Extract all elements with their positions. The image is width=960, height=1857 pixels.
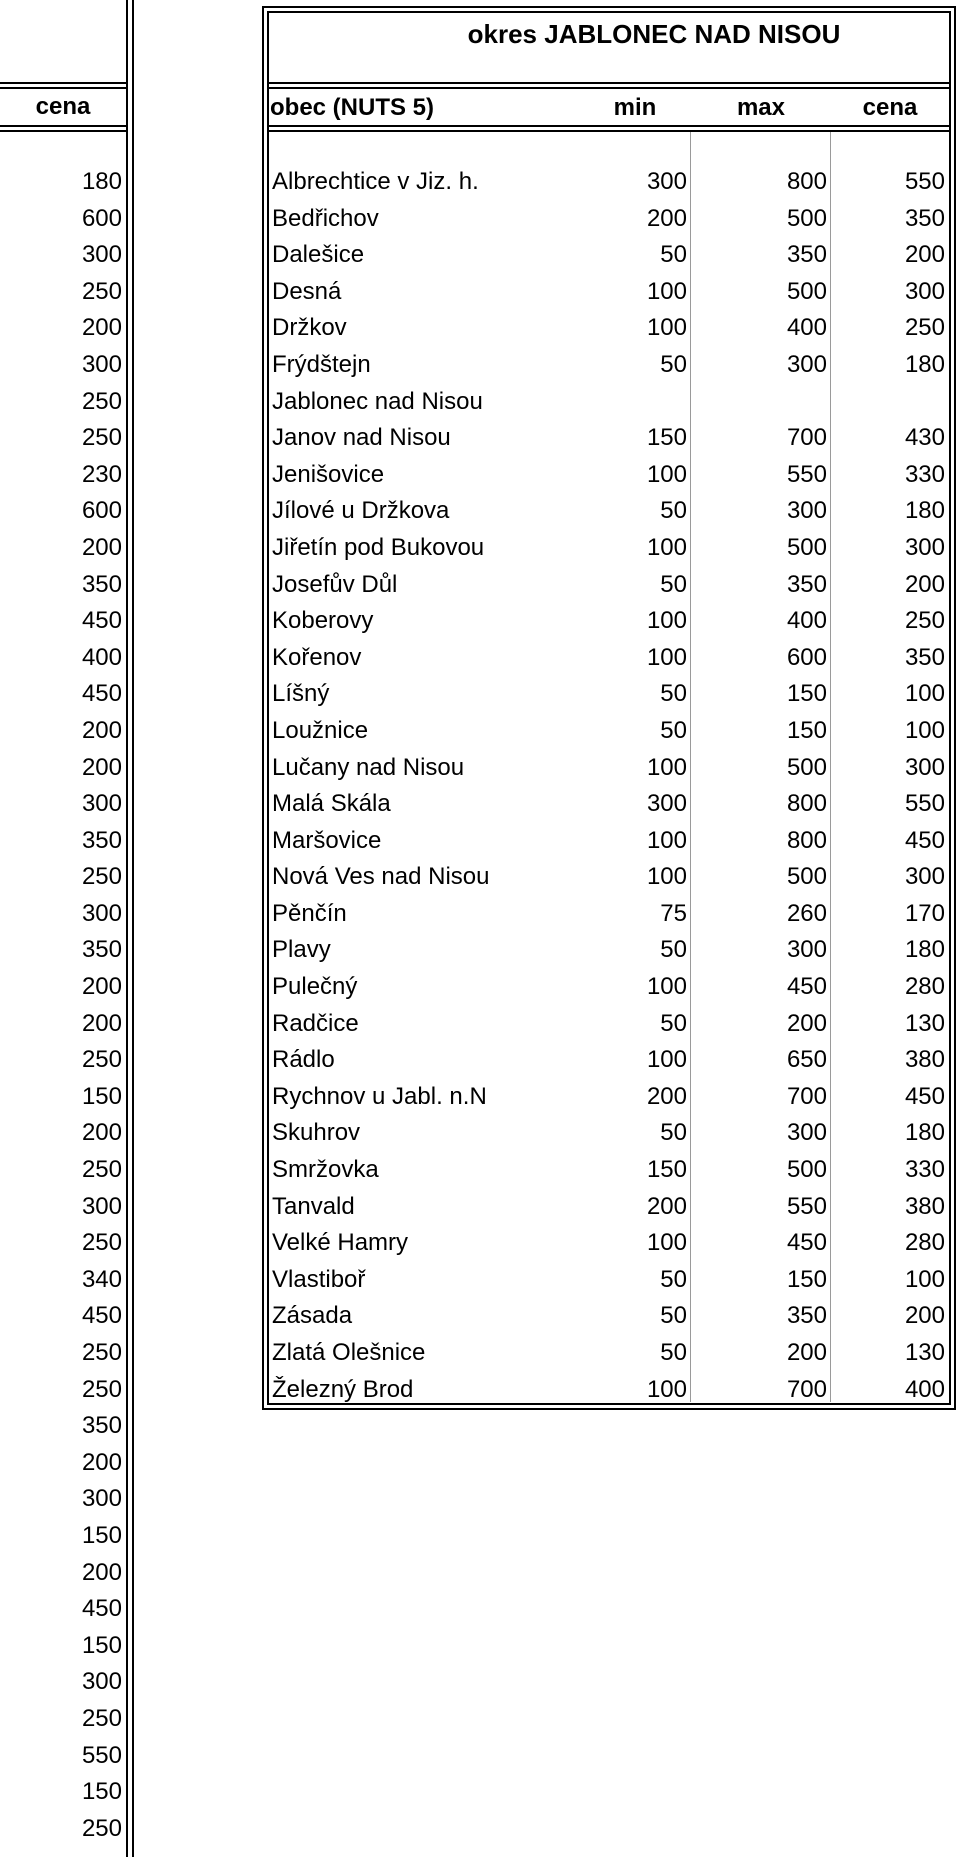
max-cell: 800 [786,826,827,854]
left-value-cell: 200 [81,1558,122,1586]
table-row [269,274,949,311]
min-cell: 200 [646,204,687,232]
min-cell: 50 [660,350,687,378]
max-cell: 700 [786,424,827,452]
max-cell: 350 [786,1302,827,1330]
table-row [269,603,949,640]
min-cell: 100 [646,533,687,561]
cena-cell: 280 [904,973,945,1001]
max-cell: 400 [786,314,827,342]
max-cell: 300 [786,350,827,378]
cena-cell: 100 [904,1265,945,1293]
min-cell: 100 [646,314,687,342]
max-cell: 500 [786,533,827,561]
obec-cell: Janov nad Nisou [272,424,451,452]
max-cell: 500 [786,863,827,891]
table-row [269,201,949,238]
obec-cell: Držkov [272,314,347,342]
min-cell: 300 [646,168,687,195]
obec-cell: Zlatá Olešnice [272,1339,426,1366]
cena-cell: 300 [904,277,945,305]
left-value-cell: 250 [81,1375,122,1403]
obec-cell: Jiřetín pod Bukovou [272,533,485,561]
obec-cell: Koberovy [272,607,374,635]
obec-cell: Jílové u Držkova [272,497,450,525]
max-cell: 150 [786,716,827,744]
table-row [269,640,949,677]
max-cell: 300 [786,1119,827,1147]
left-value-cell: 600 [81,497,122,525]
table-row [269,1189,949,1226]
cena-cell: 200 [904,1302,945,1330]
column-header-min: min [613,94,657,121]
obec-cell: Smržovka [272,1156,379,1184]
min-cell: 50 [660,1302,687,1330]
left-value-cell: 300 [81,790,122,818]
cena-cell: 180 [904,350,945,378]
obec-cell: Skuhrov [272,1119,361,1147]
max-cell: 550 [786,460,827,488]
cena-cell: 430 [904,424,945,452]
left-value-cell: 350 [81,1412,122,1440]
left-value-cell: 300 [81,241,122,269]
cena-cell: 100 [904,680,945,708]
min-cell: 75 [660,899,687,927]
cena-cell: 550 [904,168,945,195]
table-row [269,420,949,457]
left-value-cell: 250 [81,1046,122,1074]
table-row [269,1042,949,1079]
divider [126,0,128,1857]
left-value-cell: 300 [81,1485,122,1513]
obec-cell: Líšný [272,680,330,708]
max-cell: 600 [786,643,827,671]
obec-cell: Radčice [272,1009,359,1037]
max-cell: 550 [786,1192,827,1220]
max-cell: 650 [786,1046,827,1074]
obec-cell: Dalešice [272,241,365,269]
obec-cell: Malá Skála [272,790,391,818]
divider [0,125,128,127]
max-cell: 500 [786,753,827,781]
left-value-cell: 200 [81,533,122,561]
cena-cell: 300 [904,533,945,561]
cena-cell: 250 [904,314,945,342]
cena-cell: 330 [904,460,945,488]
cena-cell: 400 [904,1375,945,1403]
cena-cell: 300 [904,753,945,781]
left-value-cell: 180 [81,168,122,195]
left-value-cell: 600 [81,204,122,232]
left-value-cell: 250 [81,863,122,891]
obec-cell: Desná [272,277,342,305]
min-cell: 200 [646,1192,687,1220]
left-value-cell: 350 [81,826,122,854]
min-cell: 300 [646,790,687,818]
min-cell: 50 [660,1119,687,1147]
min-cell: 50 [660,1265,687,1293]
max-cell: 450 [786,1229,827,1257]
max-cell: 150 [786,680,827,708]
table-row [269,896,949,933]
table-row [269,1372,949,1409]
left-value-cell: 250 [81,387,122,415]
table-row [269,237,949,274]
column-header-obec: obec (NUTS 5) [270,94,435,121]
divider [0,82,128,84]
cena-cell: 170 [904,899,945,927]
min-cell: 50 [660,680,687,708]
cena-cell: 100 [904,716,945,744]
obec-cell: Pulečný [272,973,358,1001]
divider [269,82,949,84]
obec-cell: Kořenov [272,643,362,671]
table-row [269,347,949,384]
cena-cell: 180 [904,936,945,964]
left-value-cell: 200 [81,716,122,744]
max-cell: 350 [786,570,827,598]
obec-cell: Josefův Důl [272,570,398,598]
left-value-cell: 350 [81,936,122,964]
min-cell: 100 [646,863,687,891]
max-cell: 350 [786,241,827,269]
divider [0,130,128,132]
table-row [269,1006,949,1043]
table-row [269,384,949,421]
obec-cell: Loužnice [272,716,369,744]
cena-cell: 130 [904,1339,945,1366]
table-body [269,164,949,1408]
table-row [269,1298,949,1335]
left-value-cell: 340 [81,1265,122,1293]
cena-cell: 330 [904,1156,945,1184]
cena-cell: 450 [904,826,945,854]
left-value-cell: 250 [81,424,122,452]
left-value-cell: 450 [81,680,122,708]
cena-cell: 280 [904,1229,945,1257]
obec-cell: Jablonec nad Nisou [272,387,483,415]
cena-cell: 350 [904,204,945,232]
cena-cell: 200 [904,241,945,269]
max-cell: 700 [786,1082,827,1110]
table-row [269,164,949,201]
obec-cell: Velké Hamry [272,1229,409,1257]
left-value-cell: 250 [81,1229,122,1257]
left-value-cell: 300 [81,899,122,927]
obec-cell: Tanvald [272,1192,355,1220]
left-value-cell: 250 [81,1814,122,1842]
obec-cell: Albrechtice v Jiz. h. [272,168,479,195]
left-value-cell: 250 [81,277,122,305]
column-header-max: max [736,94,786,121]
cena-cell: 250 [904,607,945,635]
min-cell: 100 [646,1375,687,1403]
max-cell: 800 [786,790,827,818]
min-cell: 100 [646,826,687,854]
obec-cell: Frýdštejn [272,350,371,378]
min-cell: 50 [660,936,687,964]
max-cell: 700 [786,1375,827,1403]
max-cell: 260 [786,899,827,927]
table-row [269,932,949,969]
min-cell: 50 [660,1339,687,1366]
max-cell: 800 [786,168,827,195]
column-header-cena: cena [862,94,918,121]
table-row [269,567,949,604]
left-column-header: cena [35,93,91,120]
max-cell: 500 [786,277,827,305]
min-cell: 50 [660,1009,687,1037]
left-value-cell: 350 [81,570,122,598]
min-cell: 100 [646,277,687,305]
min-cell: 50 [660,716,687,744]
divider [269,125,949,127]
left-value-cell: 250 [81,1704,122,1732]
table-title [269,13,949,85]
table-row [269,457,949,494]
table-row [269,1152,949,1189]
left-value-cell: 200 [81,1119,122,1147]
left-value-cell: 150 [81,1521,122,1549]
left-value-cell: 150 [81,1778,122,1806]
table-row [269,713,949,750]
table-row [269,859,949,896]
obec-cell: Rychnov u Jabl. n.N [272,1082,487,1110]
cena-cell: 380 [904,1046,945,1074]
left-value-cell: 300 [81,350,122,378]
max-cell: 450 [786,973,827,1001]
table-row [269,1225,949,1262]
obec-cell: Rádlo [272,1046,335,1074]
table-row [269,310,949,347]
left-value-cell: 200 [81,314,122,342]
table-row [269,1262,949,1299]
min-cell: 50 [660,241,687,269]
table-row [269,823,949,860]
obec-cell: Jenišovice [272,460,385,488]
left-value-cell: 400 [81,643,122,671]
table-row [269,1335,949,1372]
left-value-cell: 250 [81,1339,122,1366]
table-row [269,676,949,713]
left-values-list [0,164,122,1847]
cena-cell: 350 [904,643,945,671]
left-value-cell: 250 [81,1156,122,1184]
left-value-cell: 550 [81,1741,122,1769]
left-value-cell: 300 [81,1668,122,1696]
table-row [269,530,949,567]
min-cell: 100 [646,643,687,671]
left-value-cell: 450 [81,607,122,635]
left-value-cell: 450 [81,1302,122,1330]
max-cell: 200 [786,1339,827,1366]
cena-cell: 550 [904,790,945,818]
obec-cell: Pěnčín [272,899,347,927]
cena-cell: 130 [904,1009,945,1037]
obec-cell: Plavy [272,936,331,964]
left-value-cell: 150 [81,1631,122,1659]
left-value-cell: 450 [81,1595,122,1623]
obec-cell: Vlastiboř [272,1265,366,1293]
max-cell: 400 [786,607,827,635]
min-cell: 100 [646,1229,687,1257]
cena-cell: 180 [904,1119,945,1147]
min-cell: 50 [660,570,687,598]
min-cell: 200 [646,1082,687,1110]
min-cell: 100 [646,460,687,488]
max-cell: 500 [786,1156,827,1184]
max-cell: 200 [786,1009,827,1037]
left-value-cell: 200 [81,973,122,1001]
table-title-text: okres JABLONEC NAD NISOU [467,19,841,49]
table-row [269,786,949,823]
table-row [269,1115,949,1152]
left-value-cell: 200 [81,1448,122,1476]
min-cell: 100 [646,973,687,1001]
obec-cell: Lučany nad Nisou [272,753,465,781]
left-value-cell: 150 [81,1082,122,1110]
left-value-cell: 200 [81,1009,122,1037]
left-price-column [0,0,136,1857]
cena-cell: 200 [904,570,945,598]
obec-cell: Bedřichov [272,204,379,232]
max-cell: 300 [786,497,827,525]
cena-cell: 380 [904,1192,945,1220]
divider [132,0,134,1857]
table-row [269,493,949,530]
table-row [269,750,949,787]
min-cell: 150 [646,424,687,452]
divider [269,87,949,89]
table-row [269,1079,949,1116]
max-cell: 300 [786,936,827,964]
obec-cell: Zásada [272,1302,353,1330]
min-cell: 150 [646,1156,687,1184]
min-cell: 100 [646,607,687,635]
divider [269,130,949,132]
min-cell: 50 [660,497,687,525]
cena-cell: 450 [904,1082,945,1110]
obec-cell: Železný Brod [272,1375,414,1403]
max-cell: 150 [786,1265,827,1293]
max-cell: 500 [786,204,827,232]
min-cell: 100 [646,753,687,781]
left-value-cell: 300 [81,1192,122,1220]
cena-cell: 300 [904,863,945,891]
cena-cell: 180 [904,497,945,525]
obec-cell: Nová Ves nad Nisou [272,863,490,891]
obec-cell: Maršovice [272,826,382,854]
table-row [269,969,949,1006]
left-value-cell: 200 [81,753,122,781]
min-cell: 100 [646,1046,687,1074]
left-value-cell: 230 [81,460,122,488]
